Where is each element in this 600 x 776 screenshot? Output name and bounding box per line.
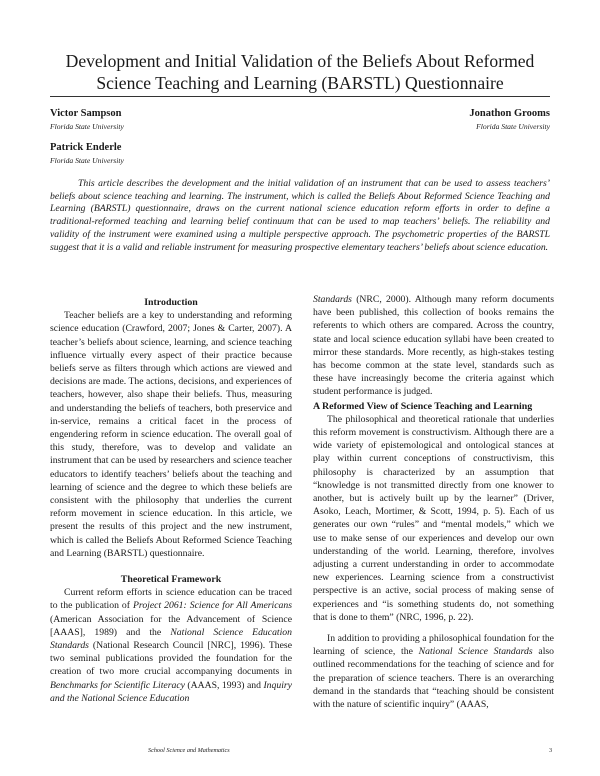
tf-citation-nses: National Science Education Standards bbox=[50, 626, 292, 652]
title-divider bbox=[50, 96, 550, 97]
author-affiliation-3: Florida State University bbox=[50, 156, 124, 165]
reformed-view-paragraph: The philosophical and theoretical rationale that underlies this reform movement is constructivism. Although there are a wide variety of epistemological and ontological stances at play within current conceptions of constructivism, this philosophy is characterized by an assumption that “knowledge is not transmitted directly from one knower to another, but is actively built up by the learner” (Driver, Asoko, Leach, Mortimer, & Scott, 1994, p. 5). Each of us generates our own “rules” and “mental models,” which we use to make sense of our experiences and develop our own understanding of the world. Learning, therefore, involves adjusting a current understanding in order to accommodate new experiences. Learning science from a constructivist perspective is an active, social process of making sense of experiences and “is something students do, not something that is done to them” (NRC, 1996, p. 22). bbox=[313, 413, 554, 623]
heading-introduction: Introduction bbox=[144, 297, 198, 308]
title-line-1: Development and Initial Validation of the Beliefs About Reformed bbox=[65, 51, 535, 71]
tf-text-3: (National Research Council [NRC], 1996). These two seminal publications provided the foundation for the creation of two more crucial accompanying documents in bbox=[50, 640, 292, 678]
teaching-paragraph bbox=[313, 632, 554, 711]
theoretical-framework-paragraph bbox=[50, 586, 292, 705]
tf-text-2: (American Association for the Advancement of Science [AAAS], 1989) and the bbox=[50, 613, 292, 638]
title-line-2: Science Teaching and Learning (BARSTL) Questionnaire bbox=[96, 73, 504, 93]
standards-text: (NRC, 2000). Although many reform documents have been published, this collection of books remains the referents to which others are compared. Across the country, state and local science education syllabi have been created to mirror these standards. More recently, as high-stakes testing has become common at the state level, standards such as these have increasingly become the criteria against which student performance is judged. bbox=[313, 294, 554, 398]
footer-page-number: 3 bbox=[549, 747, 553, 754]
author-name-1: Victor Sampson bbox=[50, 108, 122, 119]
heading-reformed-view: A Reformed View of Science Teaching and Learning bbox=[313, 400, 533, 412]
author-affiliation-1: Florida State University bbox=[50, 122, 124, 131]
author-affiliation-2: Florida State University bbox=[476, 122, 550, 131]
teaching-citation-standards: National Science Standards bbox=[418, 646, 533, 658]
introduction-paragraph: Teacher beliefs are a key to understanding and reforming science education (Crawford, 2007; Jones & Carter, 2007). A teacher’s beliefs about science, learning, and science teaching influence virtually every aspect of their practice because beliefs serve as filters through which actions are viewed and decisions are made. The actions, decisions, and experiences of teachers, however, also shape their beliefs. Thus, measuring and understanding the beliefs of teachers, both preservice and in-service, remains a critical facet in the process of engendering reform in science education. The overall goal of this study, therefore, was to develop and validate an instrument that can be used by researchers and science teacher educators to identify teachers’ beliefs about the teaching and learning of science and the degree to which these beliefs are consistent with the philosophy that underlies the current reform movement in science education. In this article, we present the results of this project and the new instrument, which is called the Beliefs About Reformed Science Teaching and Learning (BARSTL) questionnaire. bbox=[50, 310, 292, 559]
paper-title bbox=[50, 50, 550, 94]
tf-citation-project2061: Project 2061: Science for All Americans bbox=[133, 600, 292, 612]
author-name-3: Patrick Enderle bbox=[50, 142, 122, 153]
abstract: This article describes the development and the initial validation of an instrument that can be used to assess teachers’ beliefs about science teaching and learning. The instrument, which is called the Beliefs About Reformed Science Teaching and Learning (BARSTL) questionnaire, draws on the current national science education reform efforts in order to define a traditional-reformed teaching and learning belief continuum that can be used to map teachers’ beliefs. The reliability and validity of the instrument were examined using a multiple perspective approach. The psychometric properties of the BARSTL suggest that it is a valid and reliable instrument for measuring prospective elementary teachers’ beliefs about science education. bbox=[50, 178, 550, 253]
tf-citation-benchmarks: Benchmarks for Scientific Literacy bbox=[50, 679, 185, 691]
footer-journal-name: School Science and Mathematics bbox=[148, 747, 230, 754]
left-column bbox=[50, 296, 292, 705]
teaching-text-1: In addition to providing a philosophical foundation for the learning of science, the bbox=[313, 633, 554, 658]
tf-text-1: Current reform efforts in science education can be traced to the publication of bbox=[50, 587, 292, 612]
tf-citation-inquiry: Inquiry and the National Science Education bbox=[50, 679, 292, 704]
tf-text-4: (AAAS, 1993) and bbox=[184, 679, 264, 691]
teaching-text-2: also outlined recommendations for the teaching of science and for the preparation of science teachers. There is an overarching demand in the standards that “teaching should be consistent with the nature of scientific inquiry” (AAAS, bbox=[313, 646, 554, 711]
standards-citation: Standards bbox=[313, 294, 352, 305]
author-name-2: Jonathon Grooms bbox=[469, 108, 550, 119]
standards-paragraph bbox=[313, 293, 554, 399]
heading-theoretical-framework: Theoretical Framework bbox=[120, 574, 222, 586]
right-column bbox=[313, 293, 554, 711]
